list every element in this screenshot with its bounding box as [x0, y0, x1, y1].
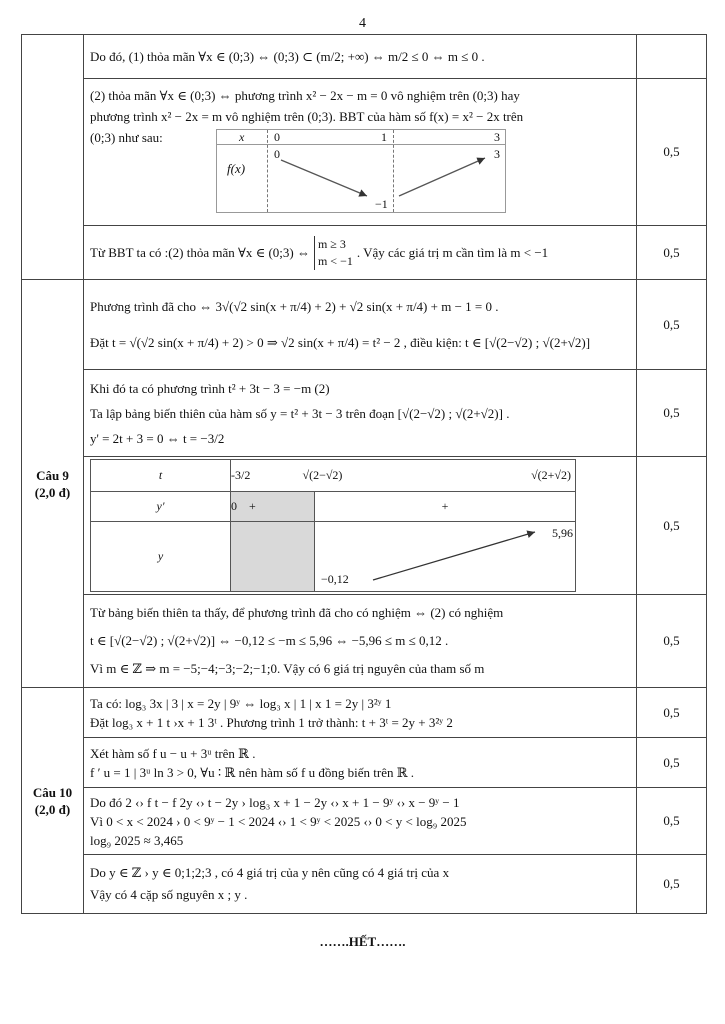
- footer-end: …….HẾT…….: [319, 934, 406, 949]
- score-cell: 0,5: [637, 738, 707, 788]
- row7-text: Từ bảng biến thiên ta thấy, để phương trình đã cho có nghiệm ⇔ (2) có nghiệm t ∈ [√(2−√2) ; √(2+√2)] ⇔ −0,12 ≤ −m ≤ 5,96 ⇔ −5,96 ≤ m ≤ 0,12 . Vì m ∈ ℤ ⇒ m = −5;−4;−3;−2;−1;0. Vậy có 6 giá trị nguyên của tham số m: [90, 605, 504, 676]
- row1-text: Do đó, (1) thỏa mãn ∀x ∈ (0;3) ⇔ (0;3) ⊂ (m/2; +∞) ⇔ m/2 ≤ 0 ⇔ m ≤ 0 .: [90, 49, 485, 64]
- row3-text: Từ BBT ta có :(2) thỏa mãn ∀x ∈ (0;3) ⇔ m ≥ 3 m < −1 . Vậy các giá trị m cần tìm là m < −1: [90, 236, 549, 268]
- score-cell: 0,5: [637, 280, 707, 370]
- cau10-cell: Câu 10 (2,0 đ): [22, 688, 84, 914]
- row9-text: Xét hàm số f u − u + 3ᵘ trên ℝ . f ′ u = 1 | 3ᵘ ln 3 > 0, ∀u ∶ ℝ nên hàm số f u đồng biến trên ℝ .: [90, 745, 415, 780]
- score-cell: [637, 35, 707, 79]
- score-cell: 0,5: [637, 226, 707, 280]
- row4-text: Phương trình đã cho ⇔ 3√(√2 sin(x + π/4) + 2) + √2 sin(x + π/4) + m − 1 = 0 . Đặt t = √(√2 sin(x + π/4) + 2) > 0 ⇒ √2 sin(x + π/4) = t² − 2 , điều kiện: t ∈ [√(2−√2) ; √(2+√2)]: [90, 298, 591, 350]
- score-cell: 0,5: [637, 370, 707, 457]
- score-cell: 0,5: [637, 79, 707, 226]
- score-cell: 0,5: [637, 457, 707, 595]
- row8-text: Ta có: log₃ 3x | 3 | x = 2y | 9ʸ ⇔ log₃ x | 1 | x 1 = 2y | 3²ʸ 1 Đặt log₃ x + 1 t ›x + 1 3ᵗ . Phương trình 1 trở thành: t + 3ᵗ = 2y + 3²ʸ 2: [90, 695, 453, 730]
- cau8-cell: [22, 35, 84, 280]
- score-cell: 0,5: [637, 788, 707, 855]
- page-number: 4: [359, 16, 366, 31]
- row10-text: Do đó 2 ‹› f t − f 2y ‹› t − 2y › log₃ x + 1 − 2y ‹› x + 1 − 9ʸ ‹› x − 9ʸ − 1 Vì 0 < x < 2024 › 0 < 9ʸ − 1 < 2024 ‹› 1 < 9ʸ < 2025 ‹› 0 < y < log₉ 2025 log₉ 2025 ≈ 3,465: [90, 794, 467, 848]
- bbt-fx: x f(x) 0 1 3 0 −1 3: [216, 129, 506, 213]
- answer-table: [21, 34, 707, 914]
- score-cell: 0,5: [637, 855, 707, 914]
- row2-line3: (0;3) như sau:: [90, 130, 163, 145]
- row11-text: Do y ∈ ℤ › y ∈ 0;1;2;3 , có 4 giá trị của y nên cũng có 4 giá trị của x Vậy có 4 cặp số nguyên x ; y .: [90, 865, 450, 902]
- row2-text: (2) thỏa mãn ∀x ∈ (0;3) ⇔ phương trình x² − 2x − m = 0 vô nghiệm trên (0;3) hay phương trình x² − 2x = m vô nghiệm trên (0;3). BBT của hàm số f(x) = x² − 2x trên (0;3) như sau: x f(x) 0 1 3 0 −1 3: [90, 88, 524, 211]
- score-cell: 0,5: [637, 595, 707, 688]
- bbt-y: t -3/2 √(2−√2) √(2+√2) y' 0 + + y −0,12 5,96: [90, 459, 576, 592]
- cau9-cell: Câu 9 (2,0 đ): [22, 280, 84, 688]
- row5-text: Khi đó ta có phương trình t² + 3t − 3 = −m (2) Ta lập bảng biến thiên của hàm số y = t² + 3t − 3 trên đoạn [√(2−√2) ; √(2+√2)] . y' = 2t + 3 = 0 ⇔ t = −3/2: [90, 380, 510, 446]
- score-cell: 0,5: [637, 688, 707, 738]
